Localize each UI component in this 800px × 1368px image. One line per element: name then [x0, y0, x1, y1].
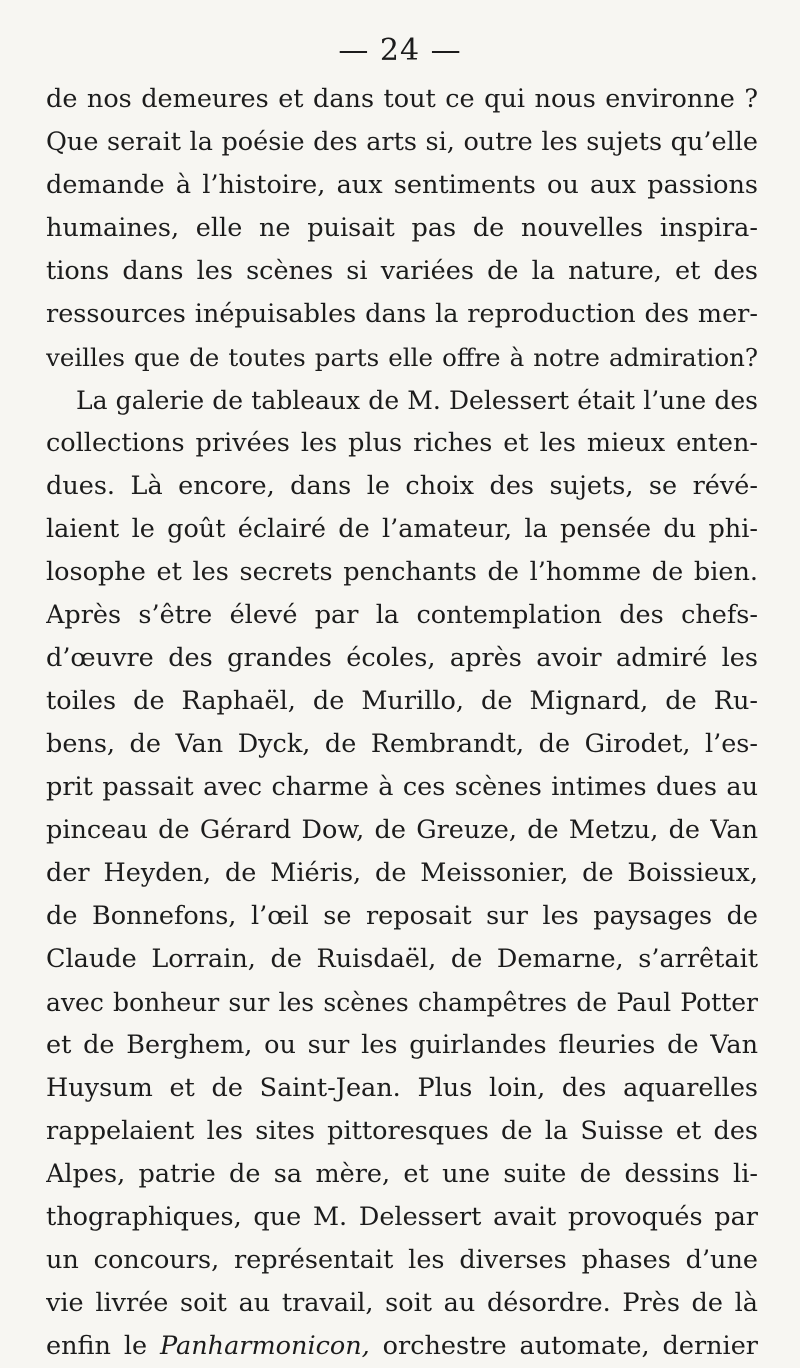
text-line: demande à l’histoire, aux sentiments ou aux passions	[46, 170, 758, 200]
text-line: veilles que de toutes parts elle offre à notre admiration?	[46, 343, 758, 372]
text-line: der Heyden, de Miéris, de Meissonier, de Boissieux,	[46, 858, 758, 888]
text-line: Alpes, patrie de sa mère, et une suite de dessins li-	[46, 1159, 758, 1189]
page-number: — 24 —	[338, 33, 462, 68]
text-line: toiles de Raphaël, de Murillo, de Mignard, de Ru-	[46, 686, 758, 716]
text-line: de Bonnefons, l’œil se reposait sur les paysages de	[46, 901, 758, 931]
text-line: vie livrée soit au travail, soit au désordre. Près de là	[46, 1288, 758, 1318]
text-line: bens, de Van Dyck, de Rembrandt, de Girodet, l’es-	[46, 729, 758, 759]
text-line: humaines, elle ne puisait pas de nouvelles inspira-	[46, 213, 758, 243]
text-line: et de Berghem, ou sur les guirlandes fleuries de Van	[46, 1030, 758, 1060]
text-line: tions dans les scènes si variées de la nature, et des	[46, 256, 758, 286]
text-line: ressources inépuisables dans la reproduction des mer-	[46, 299, 758, 329]
text-line: laient le goût éclairé de l’amateur, la pensée du phi-	[46, 514, 758, 544]
text-line: thographiques, que M. Delessert avait provoqués par	[46, 1202, 758, 1232]
last-line-after: orchestre automate, dernier	[369, 1331, 758, 1361]
text-line: pinceau de Gérard Dow, de Greuze, de Metzu, de Van	[46, 815, 758, 845]
text-line: Huysum et de Saint-Jean. Plus loin, des aquarelles	[46, 1073, 758, 1103]
body-text	[46, 78, 758, 1368]
text-line: un concours, représentait les diverses phases d’une	[46, 1245, 758, 1275]
text-line: collections privées les plus riches et les mieux enten-	[46, 428, 758, 458]
text-line: prit passait avec charme à ces scènes intimes dues au	[46, 772, 758, 802]
italic-title: Panharmonicon,	[160, 1331, 370, 1361]
text-line: avec bonheur sur les scènes champêtres de Paul Potter	[46, 988, 758, 1017]
text-line: Claude Lorrain, de Ruisdaël, de Demarne, s’arrêtait	[46, 944, 758, 974]
last-text-line	[46, 1325, 758, 1368]
text-line: dues. Là encore, dans le choix des sujets, se révé-	[46, 471, 758, 501]
text-line: rappelaient les sites pittoresques de la Suisse et des	[46, 1116, 758, 1146]
text-line: Après s’être élevé par la contemplation des chefs-	[46, 600, 758, 630]
last-line-before: enfin le	[46, 1331, 161, 1361]
text-line: d’œuvre des grandes écoles, après avoir admiré les	[46, 643, 758, 673]
text-line: Que serait la poésie des arts si, outre les sujets qu’elle	[46, 127, 758, 157]
text-line: de nos demeures et dans tout ce qui nous environne ?	[46, 84, 758, 114]
paragraph-start-line: La galerie de tableaux de M. Delessert était l’une des	[76, 386, 758, 415]
text-line: losophe et les secrets penchants de l’homme de bien.	[46, 557, 758, 587]
